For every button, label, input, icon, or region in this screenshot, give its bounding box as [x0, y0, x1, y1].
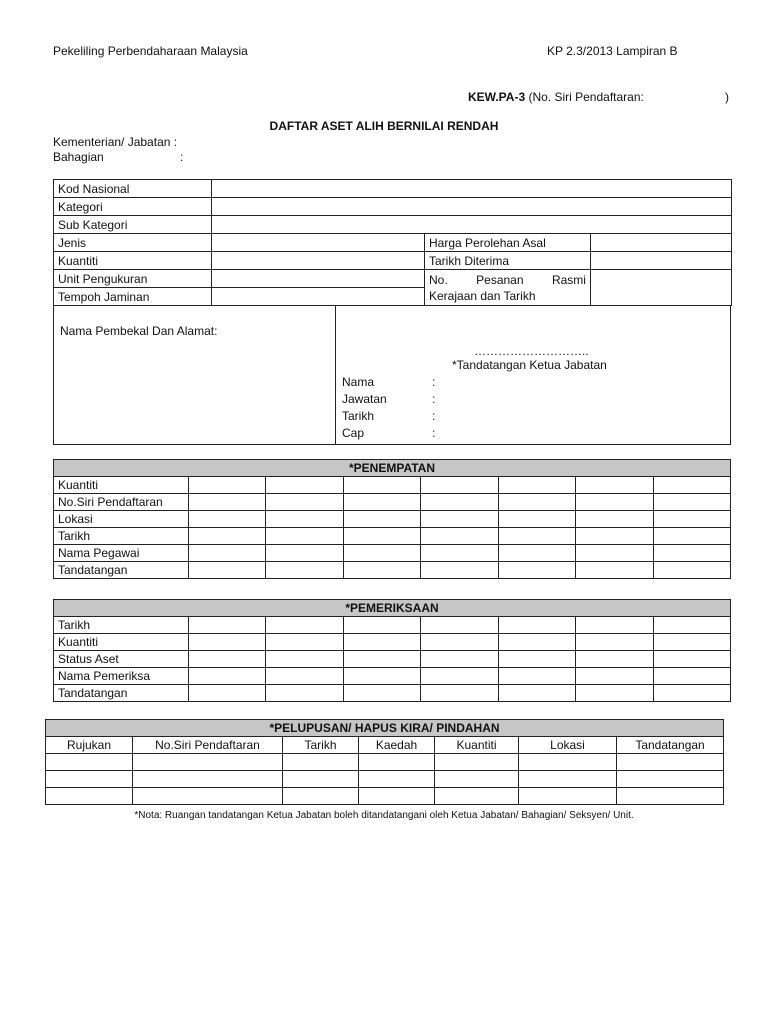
jawatan-colon: :	[432, 392, 436, 406]
kaedah-cell[interactable]	[359, 754, 435, 771]
nama-pemeriksa-cell[interactable]	[421, 668, 498, 685]
kuantiti-cell[interactable]	[189, 634, 266, 651]
no-siri-pendaftaran-cell[interactable]	[653, 494, 730, 511]
tandatangan-cell[interactable]	[343, 685, 420, 702]
kuantiti-cell[interactable]	[498, 634, 575, 651]
nama-pemeriksa-cell[interactable]	[189, 668, 266, 685]
tempoh-jaminan-field[interactable]	[212, 288, 425, 306]
table-row	[54, 494, 731, 511]
tarikh-cell[interactable]	[266, 617, 343, 634]
cap-colon: :	[432, 426, 436, 440]
table-row	[54, 562, 731, 579]
rujukan-cell[interactable]	[46, 788, 133, 805]
lokasi-cell[interactable]	[519, 771, 617, 788]
nama-colon: :	[432, 375, 436, 389]
rujukan-cell[interactable]	[46, 754, 133, 771]
table-row	[54, 634, 731, 651]
table-row	[54, 651, 731, 668]
no-siri-pendaftaran-label: No.Siri Pendaftaran	[54, 494, 189, 511]
tarikh-cell[interactable]	[266, 528, 343, 545]
nama-label: Nama	[342, 375, 375, 389]
nama-pemeriksa-cell[interactable]	[498, 668, 575, 685]
nama-pemeriksa-cell[interactable]	[653, 668, 730, 685]
division-colon: :	[180, 150, 184, 164]
tarikh-cell[interactable]	[283, 754, 359, 771]
table-row	[54, 545, 731, 562]
tarikh-cell[interactable]	[283, 771, 359, 788]
table-header	[54, 600, 731, 617]
tandatangan-cell[interactable]	[576, 562, 653, 579]
kuantiti-cell[interactable]	[576, 477, 653, 494]
form-title: DAFTAR ASET ALIH BERNILAI RENDAH	[269, 119, 499, 133]
lokasi-cell[interactable]	[576, 511, 653, 528]
disposal-table	[45, 719, 724, 805]
tarikh-cell[interactable]	[576, 528, 653, 545]
division-label: Bahagian	[53, 150, 104, 164]
tandatangan-cell[interactable]	[421, 562, 498, 579]
jawatan-label: Jawatan	[342, 392, 387, 406]
no-siri-pendaftaran-cell[interactable]	[576, 494, 653, 511]
status-aset-cell[interactable]	[266, 651, 343, 668]
kuantiti-label: Kuantiti	[54, 477, 189, 494]
tandatangan-cell[interactable]	[653, 685, 730, 702]
tandatangan-cell[interactable]	[617, 754, 724, 771]
kuantiti-cell[interactable]	[435, 788, 519, 805]
table-row	[54, 234, 732, 252]
no-siri-pendaftaran-cell[interactable]	[133, 754, 283, 771]
table-row	[46, 771, 724, 788]
sub-kategori-field[interactable]	[212, 216, 732, 234]
no-siri-pendaftaran-cell[interactable]	[266, 494, 343, 511]
nama-pemeriksa-label: Nama Pemeriksa	[54, 668, 189, 685]
tarikh-cell[interactable]	[498, 617, 575, 634]
kuantiti-cell[interactable]	[266, 634, 343, 651]
placement-table	[53, 459, 731, 579]
unit-pengukuran-field[interactable]	[212, 270, 425, 288]
tarikh-cell[interactable]	[421, 617, 498, 634]
nama-pegawai-cell[interactable]	[498, 545, 575, 562]
asset-details-table	[53, 179, 732, 306]
footnote: *Nota: Ruangan tandatangan Ketua Jabatan boleh ditandatangani oleh Ketua Jabatan/ Bahagian/ Seksyen/ Unit.	[134, 810, 634, 821]
tandatangan-cell[interactable]	[576, 685, 653, 702]
kuantiti-cell[interactable]	[421, 634, 498, 651]
registration-serial-label: (No. Siri Pendaftaran:	[525, 90, 644, 104]
lokasi-cell[interactable]	[189, 511, 266, 528]
tarikh-label: Tarikh	[54, 617, 189, 634]
status-aset-label: Status Aset	[54, 651, 189, 668]
column-rujukan: Rujukan	[46, 737, 133, 754]
unit-pengukuran-label: Unit Pengukuran	[54, 270, 212, 288]
table-row	[54, 198, 732, 216]
circular-title: Pekeliling Perbendaharaan Malaysia	[53, 44, 248, 58]
tandatangan-label: Tandatangan	[54, 685, 189, 702]
signature-divider	[335, 306, 336, 444]
tarikh-cell[interactable]	[498, 528, 575, 545]
inspection-table	[53, 599, 731, 702]
lokasi-cell[interactable]	[421, 511, 498, 528]
table-row	[54, 617, 731, 634]
tandatangan-cell[interactable]	[617, 771, 724, 788]
tarikh-cell[interactable]	[653, 528, 730, 545]
nama-pegawai-cell[interactable]	[653, 545, 730, 562]
status-aset-cell[interactable]	[343, 651, 420, 668]
tandatangan-cell[interactable]	[189, 685, 266, 702]
kod-nasional-field[interactable]	[212, 180, 732, 198]
table-row	[54, 252, 732, 270]
lokasi-cell[interactable]	[519, 754, 617, 771]
kuantiti-cell[interactable]	[653, 634, 730, 651]
lokasi-cell[interactable]	[519, 788, 617, 805]
no-siri-pendaftaran-cell[interactable]	[498, 494, 575, 511]
kuantiti-cell[interactable]	[266, 477, 343, 494]
harga-label: Harga Perolehan Asal	[425, 234, 591, 252]
lokasi-cell[interactable]	[653, 511, 730, 528]
nama-pegawai-cell[interactable]	[576, 545, 653, 562]
tarikh-cell[interactable]	[189, 528, 266, 545]
no-siri-pendaftaran-cell[interactable]	[133, 788, 283, 805]
kategori-label: Kategori	[54, 198, 212, 216]
ministry-label: Kementerian/ Jabatan :	[53, 135, 178, 149]
status-aset-cell[interactable]	[421, 651, 498, 668]
tarikh-cell[interactable]	[283, 788, 359, 805]
rujukan-cell[interactable]	[46, 771, 133, 788]
tarikh-cell[interactable]	[189, 617, 266, 634]
nama-pegawai-cell[interactable]	[421, 545, 498, 562]
tandatangan-cell[interactable]	[421, 685, 498, 702]
nama-pemeriksa-cell[interactable]	[343, 668, 420, 685]
tarikh-diterima-label: Tarikh Diterima	[425, 252, 591, 270]
kuantiti-cell[interactable]	[189, 477, 266, 494]
cap-label: Cap	[342, 426, 365, 440]
nama-pegawai-cell[interactable]	[189, 545, 266, 562]
supplier-signature-box	[53, 306, 731, 445]
no-siri-pendaftaran-cell[interactable]	[133, 771, 283, 788]
table-row	[54, 477, 731, 494]
kuantiti-label: Kuantiti	[54, 252, 212, 270]
form-code: KEW.PA-3	[468, 90, 526, 104]
no-siri-pendaftaran-cell[interactable]	[421, 494, 498, 511]
tarikh-cell[interactable]	[343, 528, 420, 545]
jenis-label: Jenis	[54, 234, 212, 252]
lokasi-cell[interactable]	[498, 511, 575, 528]
status-aset-cell[interactable]	[498, 651, 575, 668]
table-row	[54, 270, 732, 288]
table-row	[54, 180, 732, 198]
disposal-title: *PELUPUSAN/ HAPUS KIRA/ PINDAHAN	[46, 720, 724, 737]
tandatangan-cell[interactable]	[189, 562, 266, 579]
lokasi-cell[interactable]	[266, 511, 343, 528]
tarikh-label: Tarikh	[342, 409, 375, 423]
registration-serial-close: )	[725, 90, 729, 104]
tarikh-colon: :	[432, 409, 436, 423]
tandatangan-cell[interactable]	[498, 562, 575, 579]
tarikh-cell[interactable]	[653, 617, 730, 634]
table-row	[54, 216, 732, 234]
lokasi-cell[interactable]	[343, 511, 420, 528]
tandatangan-label: Tandatangan	[54, 562, 189, 579]
kuantiti-cell[interactable]	[576, 634, 653, 651]
kuantiti-cell[interactable]	[343, 634, 420, 651]
tarikh-cell[interactable]	[421, 528, 498, 545]
table-row	[54, 668, 731, 685]
sub-kategori-label: Sub Kategori	[54, 216, 212, 234]
tandatangan-cell[interactable]	[343, 562, 420, 579]
supplier-label: Nama Pembekal Dan Alamat:	[60, 324, 218, 338]
column-kaedah: Kaedah	[359, 737, 435, 754]
column-lokasi: Lokasi	[519, 737, 617, 754]
pesanan-field[interactable]	[591, 270, 732, 306]
tarikh-diterima-field[interactable]	[591, 252, 732, 270]
status-aset-cell[interactable]	[653, 651, 730, 668]
nama-pegawai-cell[interactable]	[343, 545, 420, 562]
nama-pemeriksa-cell[interactable]	[266, 668, 343, 685]
table-row	[46, 754, 724, 771]
table-row	[54, 511, 731, 528]
table-row	[54, 685, 731, 702]
tempoh-jaminan-label: Tempoh Jaminan	[54, 288, 212, 306]
no-siri-pendaftaran-cell[interactable]	[189, 494, 266, 511]
signature-caption: *Tandatangan Ketua Jabatan	[452, 358, 607, 372]
nama-pemeriksa-cell[interactable]	[576, 668, 653, 685]
status-aset-cell[interactable]	[576, 651, 653, 668]
tandatangan-cell[interactable]	[498, 685, 575, 702]
kuantiti-label: Kuantiti	[54, 634, 189, 651]
no-siri-pendaftaran-cell[interactable]	[343, 494, 420, 511]
column-tarikh: Tarikh	[283, 737, 359, 754]
harga-field[interactable]	[591, 234, 732, 252]
kuantiti-cell[interactable]	[343, 477, 420, 494]
kuantiti-cell[interactable]	[435, 754, 519, 771]
tandatangan-cell[interactable]	[617, 788, 724, 805]
kuantiti-cell[interactable]	[498, 477, 575, 494]
tarikh-cell[interactable]	[343, 617, 420, 634]
column-tandatangan: Tandatangan	[617, 737, 724, 754]
inspection-title: *PEMERIKSAAN	[54, 600, 731, 617]
jenis-field[interactable]	[212, 234, 425, 252]
table-header	[46, 720, 724, 737]
kaedah-cell[interactable]	[359, 788, 435, 805]
lokasi-label: Lokasi	[54, 511, 189, 528]
kuantiti-cell[interactable]	[653, 477, 730, 494]
table-header	[54, 460, 731, 477]
column-no-siri-pendaftaran: No.Siri Pendaftaran	[133, 737, 283, 754]
status-aset-cell[interactable]	[189, 651, 266, 668]
table-row	[46, 788, 724, 805]
column-kuantiti: Kuantiti	[435, 737, 519, 754]
kategori-field[interactable]	[212, 198, 732, 216]
table-row	[54, 528, 731, 545]
nama-pegawai-label: Nama Pegawai	[54, 545, 189, 562]
signature-line: ………………………..	[474, 344, 589, 358]
tandatangan-cell[interactable]	[653, 562, 730, 579]
kew-reference	[468, 90, 644, 104]
tarikh-label: Tarikh	[54, 528, 189, 545]
kuantiti-cell[interactable]	[421, 477, 498, 494]
tandatangan-cell[interactable]	[266, 685, 343, 702]
kaedah-cell[interactable]	[359, 771, 435, 788]
kuantiti-field[interactable]	[212, 252, 425, 270]
pesanan-label: No. Pesanan Rasmi Kerajaan dan Tarikh	[425, 270, 591, 306]
kod-nasional-label: Kod Nasional	[54, 180, 212, 198]
tandatangan-cell[interactable]	[266, 562, 343, 579]
nama-pegawai-cell[interactable]	[266, 545, 343, 562]
tarikh-cell[interactable]	[576, 617, 653, 634]
document-reference: KP 2.3/2013 Lampiran B	[547, 44, 678, 58]
kuantiti-cell[interactable]	[435, 771, 519, 788]
table-row	[46, 737, 724, 754]
placement-title: *PENEMPATAN	[54, 460, 731, 477]
